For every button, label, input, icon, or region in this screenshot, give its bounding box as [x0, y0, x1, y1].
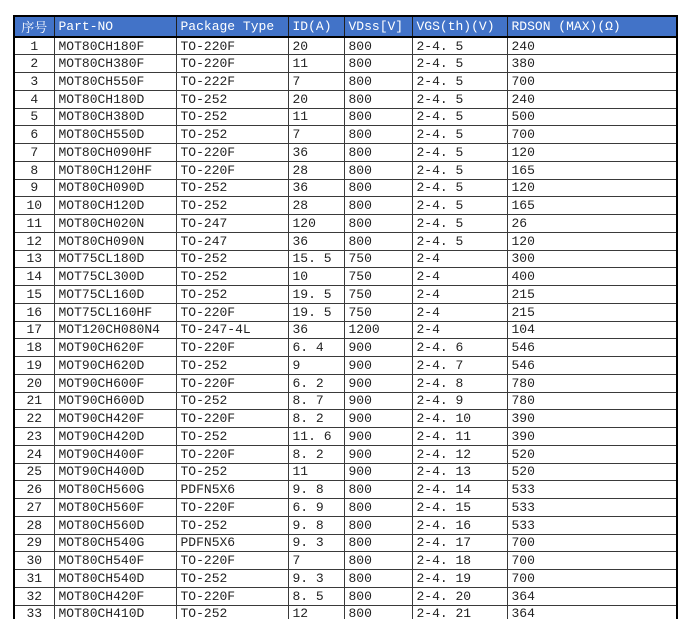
cell-rdson: 104	[507, 321, 677, 339]
table-row	[14, 374, 677, 392]
cell-vdss: 800	[344, 552, 412, 570]
cell-index: 5	[14, 108, 54, 126]
cell-part-no: MOT80CH090D	[54, 179, 176, 197]
cell-part-no: MOT90CH420F	[54, 410, 176, 428]
cell-index: 1	[14, 37, 54, 55]
table-row	[14, 428, 677, 446]
cell-part-no: MOT90CH600D	[54, 392, 176, 410]
cell-rdson: 700	[507, 570, 677, 588]
cell-vgs-th: 2-4	[412, 250, 507, 268]
cell-id-a: 9	[288, 357, 344, 375]
cell-vdss: 800	[344, 90, 412, 108]
cell-vdss: 800	[344, 534, 412, 552]
cell-package-type: TO-252	[176, 126, 288, 144]
cell-id-a: 11	[288, 108, 344, 126]
cell-vdss: 800	[344, 144, 412, 162]
cell-id-a: 9. 8	[288, 516, 344, 534]
mosfet-spec-table	[13, 15, 678, 619]
cell-index: 26	[14, 481, 54, 499]
cell-rdson: 700	[507, 73, 677, 91]
cell-id-a: 20	[288, 90, 344, 108]
cell-part-no: MOT80CH550D	[54, 126, 176, 144]
cell-index: 15	[14, 286, 54, 304]
cell-index: 33	[14, 605, 54, 619]
cell-id-a: 6. 2	[288, 374, 344, 392]
cell-id-a: 20	[288, 37, 344, 55]
cell-vgs-th: 2-4. 19	[412, 570, 507, 588]
cell-vdss: 800	[344, 516, 412, 534]
cell-rdson: 546	[507, 357, 677, 375]
cell-id-a: 28	[288, 197, 344, 215]
cell-id-a: 6. 4	[288, 339, 344, 357]
cell-package-type: TO-252	[176, 90, 288, 108]
cell-part-no: MOT80CH120D	[54, 197, 176, 215]
cell-index: 21	[14, 392, 54, 410]
cell-id-a: 36	[288, 144, 344, 162]
cell-vdss: 900	[344, 339, 412, 357]
cell-vdss: 800	[344, 232, 412, 250]
cell-index: 6	[14, 126, 54, 144]
cell-index: 10	[14, 197, 54, 215]
cell-vdss: 900	[344, 445, 412, 463]
cell-id-a: 8. 2	[288, 445, 344, 463]
cell-index: 18	[14, 339, 54, 357]
cell-part-no: MOT80CH380D	[54, 108, 176, 126]
cell-vdss: 800	[344, 108, 412, 126]
cell-id-a: 36	[288, 232, 344, 250]
cell-vdss: 750	[344, 250, 412, 268]
cell-part-no: MOT75CL180D	[54, 250, 176, 268]
cell-rdson: 364	[507, 605, 677, 619]
cell-package-type: TO-252	[176, 268, 288, 286]
cell-rdson: 533	[507, 481, 677, 499]
cell-rdson: 240	[507, 90, 677, 108]
col-header-rdson: RDSON (MAX)(Ω)	[507, 16, 677, 37]
cell-package-type: TO-252	[176, 463, 288, 481]
cell-index: 13	[14, 250, 54, 268]
cell-vgs-th: 2-4. 5	[412, 179, 507, 197]
cell-part-no: MOT80CH550F	[54, 73, 176, 91]
cell-vdss: 750	[344, 303, 412, 321]
table-row	[14, 55, 677, 73]
cell-vdss: 900	[344, 428, 412, 446]
cell-part-no: MOT80CH090HF	[54, 144, 176, 162]
table-row	[14, 570, 677, 588]
cell-part-no: MOT80CH540D	[54, 570, 176, 588]
cell-index: 30	[14, 552, 54, 570]
cell-vgs-th: 2-4	[412, 303, 507, 321]
cell-part-no: MOT80CH380F	[54, 55, 176, 73]
cell-rdson: 780	[507, 392, 677, 410]
table-row	[14, 197, 677, 215]
table-row	[14, 605, 677, 619]
cell-id-a: 10	[288, 268, 344, 286]
cell-package-type: TO-220F	[176, 37, 288, 55]
cell-package-type: TO-220F	[176, 303, 288, 321]
cell-vgs-th: 2-4. 21	[412, 605, 507, 619]
cell-vgs-th: 2-4. 5	[412, 55, 507, 73]
cell-part-no: MOT75CL160HF	[54, 303, 176, 321]
table-row	[14, 215, 677, 233]
cell-id-a: 8. 2	[288, 410, 344, 428]
cell-vgs-th: 2-4. 9	[412, 392, 507, 410]
table-row	[14, 587, 677, 605]
cell-package-type: TO-247	[176, 232, 288, 250]
cell-vgs-th: 2-4. 6	[412, 339, 507, 357]
cell-vdss: 750	[344, 268, 412, 286]
cell-rdson: 165	[507, 197, 677, 215]
cell-vgs-th: 2-4. 10	[412, 410, 507, 428]
cell-vdss: 900	[344, 374, 412, 392]
cell-rdson: 533	[507, 499, 677, 517]
cell-part-no: MOT90CH400D	[54, 463, 176, 481]
cell-rdson: 26	[507, 215, 677, 233]
cell-rdson: 520	[507, 463, 677, 481]
cell-package-type: TO-220F	[176, 552, 288, 570]
cell-part-no: MOT90CH400F	[54, 445, 176, 463]
cell-part-no: MOT80CH540G	[54, 534, 176, 552]
cell-part-no: MOT80CH420F	[54, 587, 176, 605]
table-row	[14, 552, 677, 570]
cell-package-type: TO-222F	[176, 73, 288, 91]
cell-package-type: TO-220F	[176, 587, 288, 605]
cell-vdss: 1200	[344, 321, 412, 339]
cell-vgs-th: 2-4. 12	[412, 445, 507, 463]
table-row	[14, 90, 677, 108]
table-row	[14, 357, 677, 375]
cell-package-type: TO-252	[176, 428, 288, 446]
cell-vdss: 800	[344, 197, 412, 215]
cell-id-a: 19. 5	[288, 303, 344, 321]
cell-vdss: 800	[344, 570, 412, 588]
cell-package-type: TO-252	[176, 179, 288, 197]
cell-vdss: 800	[344, 55, 412, 73]
cell-vgs-th: 2-4. 5	[412, 197, 507, 215]
cell-index: 8	[14, 161, 54, 179]
cell-id-a: 11	[288, 55, 344, 73]
cell-package-type: TO-247-4L	[176, 321, 288, 339]
cell-index: 14	[14, 268, 54, 286]
cell-index: 16	[14, 303, 54, 321]
cell-vdss: 800	[344, 605, 412, 619]
cell-vdss: 800	[344, 587, 412, 605]
cell-vdss: 800	[344, 126, 412, 144]
cell-index: 25	[14, 463, 54, 481]
table-row	[14, 481, 677, 499]
cell-package-type: TO-252	[176, 570, 288, 588]
cell-package-type: TO-247	[176, 215, 288, 233]
cell-id-a: 6. 9	[288, 499, 344, 517]
cell-id-a: 15. 5	[288, 250, 344, 268]
cell-vgs-th: 2-4. 15	[412, 499, 507, 517]
cell-vgs-th: 2-4	[412, 321, 507, 339]
cell-index: 7	[14, 144, 54, 162]
col-header-package-type: Package Type	[176, 16, 288, 37]
cell-vdss: 800	[344, 215, 412, 233]
cell-index: 23	[14, 428, 54, 446]
cell-package-type: TO-220F	[176, 161, 288, 179]
table-row	[14, 108, 677, 126]
cell-index: 20	[14, 374, 54, 392]
cell-package-type: TO-252	[176, 605, 288, 619]
cell-part-no: MOT80CH560G	[54, 481, 176, 499]
table-row	[14, 73, 677, 91]
cell-package-type: PDFN5X6	[176, 534, 288, 552]
table-body	[14, 37, 677, 619]
cell-vgs-th: 2-4. 5	[412, 108, 507, 126]
cell-part-no: MOT80CH560D	[54, 516, 176, 534]
cell-id-a: 36	[288, 179, 344, 197]
cell-rdson: 165	[507, 161, 677, 179]
cell-vgs-th: 2-4. 13	[412, 463, 507, 481]
cell-package-type: TO-220F	[176, 144, 288, 162]
table-row	[14, 144, 677, 162]
cell-rdson: 546	[507, 339, 677, 357]
cell-rdson: 120	[507, 232, 677, 250]
cell-rdson: 364	[507, 587, 677, 605]
table-row	[14, 410, 677, 428]
cell-index: 4	[14, 90, 54, 108]
cell-part-no: MOT90CH420D	[54, 428, 176, 446]
cell-index: 31	[14, 570, 54, 588]
cell-vgs-th: 2-4. 5	[412, 126, 507, 144]
col-header-part-no: Part-NO	[54, 16, 176, 37]
cell-rdson: 390	[507, 428, 677, 446]
table-row	[14, 534, 677, 552]
cell-vdss: 900	[344, 463, 412, 481]
cell-vdss: 800	[344, 161, 412, 179]
cell-rdson: 700	[507, 552, 677, 570]
cell-index: 2	[14, 55, 54, 73]
cell-part-no: MOT80CH120HF	[54, 161, 176, 179]
cell-id-a: 11. 6	[288, 428, 344, 446]
cell-index: 3	[14, 73, 54, 91]
cell-vgs-th: 2-4. 5	[412, 232, 507, 250]
cell-rdson: 520	[507, 445, 677, 463]
table-row	[14, 126, 677, 144]
table-row	[14, 37, 677, 55]
table-row	[14, 392, 677, 410]
cell-vdss: 900	[344, 357, 412, 375]
table-row	[14, 179, 677, 197]
cell-rdson: 780	[507, 374, 677, 392]
cell-index: 19	[14, 357, 54, 375]
cell-part-no: MOT80CH020N	[54, 215, 176, 233]
cell-package-type: TO-220F	[176, 339, 288, 357]
cell-package-type: PDFN5X6	[176, 481, 288, 499]
table-row	[14, 268, 677, 286]
cell-rdson: 500	[507, 108, 677, 126]
table-row	[14, 286, 677, 304]
cell-rdson: 120	[507, 144, 677, 162]
col-header-vdss: VDss[V]	[344, 16, 412, 37]
cell-vgs-th: 2-4. 17	[412, 534, 507, 552]
cell-package-type: TO-220F	[176, 445, 288, 463]
cell-index: 9	[14, 179, 54, 197]
cell-index: 12	[14, 232, 54, 250]
cell-rdson: 400	[507, 268, 677, 286]
cell-vgs-th: 2-4. 7	[412, 357, 507, 375]
cell-id-a: 12	[288, 605, 344, 619]
table-header	[14, 16, 677, 37]
cell-id-a: 7	[288, 126, 344, 144]
cell-vgs-th: 2-4. 8	[412, 374, 507, 392]
cell-rdson: 240	[507, 37, 677, 55]
cell-vgs-th: 2-4. 16	[412, 516, 507, 534]
cell-package-type: TO-252	[176, 250, 288, 268]
cell-index: 22	[14, 410, 54, 428]
cell-id-a: 9. 3	[288, 570, 344, 588]
cell-id-a: 8. 5	[288, 587, 344, 605]
cell-part-no: MOT80CH090N	[54, 232, 176, 250]
cell-vgs-th: 2-4. 18	[412, 552, 507, 570]
cell-index: 24	[14, 445, 54, 463]
cell-vgs-th: 2-4. 11	[412, 428, 507, 446]
cell-vdss: 800	[344, 499, 412, 517]
cell-package-type: TO-252	[176, 286, 288, 304]
cell-part-no: MOT80CH560F	[54, 499, 176, 517]
cell-vgs-th: 2-4	[412, 286, 507, 304]
table-row	[14, 499, 677, 517]
cell-index: 32	[14, 587, 54, 605]
cell-vgs-th: 2-4. 5	[412, 215, 507, 233]
cell-vgs-th: 2-4. 5	[412, 37, 507, 55]
cell-package-type: TO-252	[176, 108, 288, 126]
cell-part-no: MOT80CH410D	[54, 605, 176, 619]
cell-package-type: TO-252	[176, 516, 288, 534]
cell-vdss: 800	[344, 179, 412, 197]
cell-vdss: 900	[344, 392, 412, 410]
cell-vdss: 750	[344, 286, 412, 304]
cell-id-a: 7	[288, 73, 344, 91]
cell-vdss: 800	[344, 37, 412, 55]
cell-index: 27	[14, 499, 54, 517]
col-header-id-a: ID(A)	[288, 16, 344, 37]
cell-vdss: 800	[344, 481, 412, 499]
cell-package-type: TO-220F	[176, 499, 288, 517]
cell-vdss: 800	[344, 73, 412, 91]
cell-rdson: 533	[507, 516, 677, 534]
cell-rdson: 700	[507, 534, 677, 552]
cell-vgs-th: 2-4. 5	[412, 90, 507, 108]
cell-rdson: 120	[507, 179, 677, 197]
cell-rdson: 390	[507, 410, 677, 428]
cell-part-no: MOT75CL300D	[54, 268, 176, 286]
cell-package-type: TO-252	[176, 197, 288, 215]
cell-part-no: MOT90CH620D	[54, 357, 176, 375]
cell-rdson: 300	[507, 250, 677, 268]
cell-package-type: TO-220F	[176, 55, 288, 73]
col-header-index: 序号	[14, 16, 54, 37]
col-header-vgs-th: VGS(th)(V)	[412, 16, 507, 37]
cell-id-a: 19. 5	[288, 286, 344, 304]
table-row	[14, 445, 677, 463]
cell-id-a: 11	[288, 463, 344, 481]
table-row	[14, 232, 677, 250]
header-row	[14, 16, 677, 37]
cell-package-type: TO-252	[176, 392, 288, 410]
cell-index: 11	[14, 215, 54, 233]
cell-index: 29	[14, 534, 54, 552]
cell-vgs-th: 2-4	[412, 268, 507, 286]
cell-index: 17	[14, 321, 54, 339]
table-row	[14, 303, 677, 321]
table-row	[14, 161, 677, 179]
table-row	[14, 339, 677, 357]
cell-id-a: 8. 7	[288, 392, 344, 410]
cell-vgs-th: 2-4. 14	[412, 481, 507, 499]
cell-part-no: MOT90CH600F	[54, 374, 176, 392]
table-row	[14, 516, 677, 534]
table-row	[14, 463, 677, 481]
cell-vgs-th: 2-4. 5	[412, 144, 507, 162]
cell-id-a: 28	[288, 161, 344, 179]
cell-rdson: 215	[507, 286, 677, 304]
cell-package-type: TO-252	[176, 357, 288, 375]
table-row	[14, 321, 677, 339]
cell-id-a: 9. 3	[288, 534, 344, 552]
cell-part-no: MOT80CH180F	[54, 37, 176, 55]
cell-vgs-th: 2-4. 20	[412, 587, 507, 605]
cell-package-type: TO-220F	[176, 410, 288, 428]
cell-index: 28	[14, 516, 54, 534]
cell-rdson: 215	[507, 303, 677, 321]
cell-rdson: 700	[507, 126, 677, 144]
cell-vgs-th: 2-4. 5	[412, 161, 507, 179]
table-row	[14, 250, 677, 268]
cell-part-no: MOT75CL160D	[54, 286, 176, 304]
cell-id-a: 120	[288, 215, 344, 233]
cell-id-a: 9. 8	[288, 481, 344, 499]
cell-part-no: MOT120CH080N4	[54, 321, 176, 339]
cell-part-no: MOT80CH540F	[54, 552, 176, 570]
cell-vdss: 900	[344, 410, 412, 428]
cell-vgs-th: 2-4. 5	[412, 73, 507, 91]
cell-rdson: 380	[507, 55, 677, 73]
cell-package-type: TO-220F	[176, 374, 288, 392]
cell-part-no: MOT80CH180D	[54, 90, 176, 108]
cell-part-no: MOT90CH620F	[54, 339, 176, 357]
cell-id-a: 7	[288, 552, 344, 570]
cell-id-a: 36	[288, 321, 344, 339]
